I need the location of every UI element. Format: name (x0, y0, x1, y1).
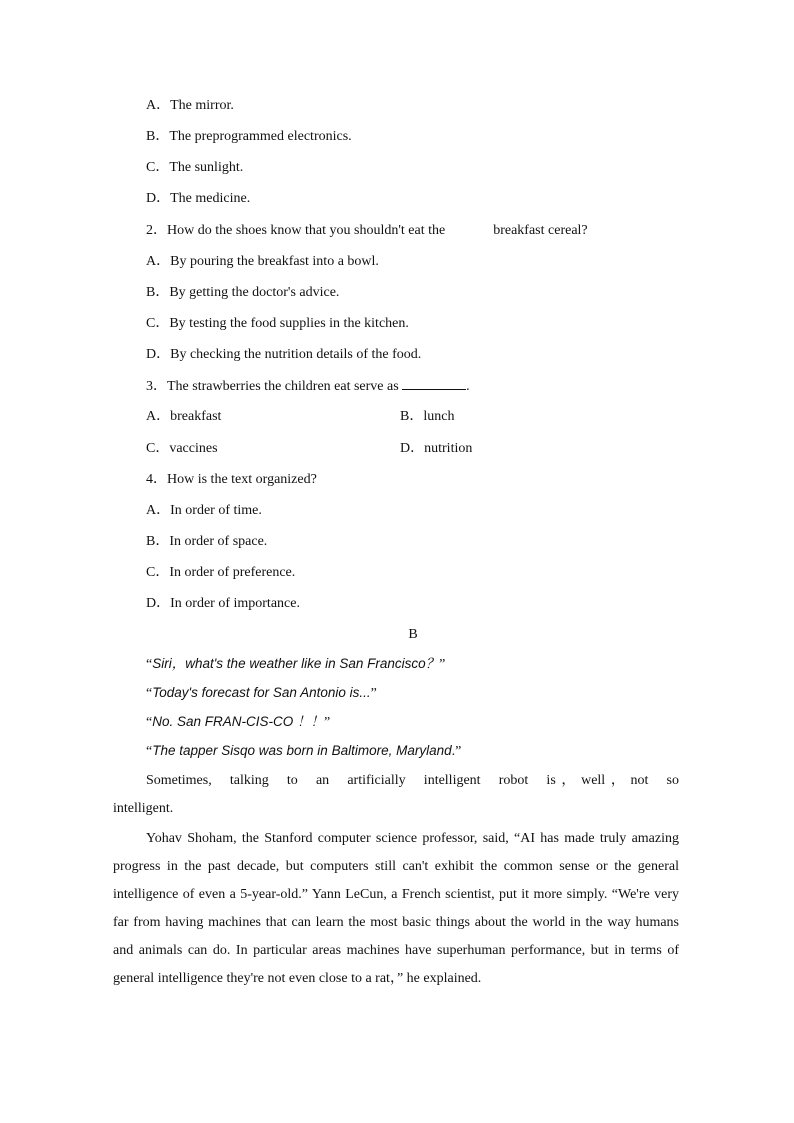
option-letter: A． (146, 409, 171, 424)
section-b-title: B (408, 627, 418, 642)
option-letter: A． (146, 254, 171, 269)
option-text: The mirror. (170, 98, 234, 113)
question-text: 4．How is the text organized? (146, 472, 317, 487)
option-text: The preprogrammed electronics. (169, 129, 352, 144)
option-letter: B． (146, 129, 170, 144)
option-text: By pouring the breakfast into a bowl. (170, 254, 379, 269)
quote-close: ” (324, 715, 331, 730)
option-letter: B． (400, 409, 424, 424)
q3-option-d (400, 440, 472, 458)
q3-option-b (400, 408, 454, 426)
q4-stem (146, 471, 317, 489)
quote-close: .” (451, 744, 462, 759)
paragraph-2: Yohav Shoham, the Stanford computer science professor, said, “AI has made truly amazing progress in the past decade, but computers still can't exhibit the common sense or the general intelligence of even a 5-year-old.” Yann LeCun, a French scientist, put it more simply. “We're very far from having machines that can learn the most basic things about the world in the way humans and animals can do. In particular areas machines have superhuman performance, but in terms of general intelligence they're not even close to a rat，” he explained. (113, 831, 679, 986)
option-text: breakfast (170, 409, 222, 424)
question-text-end: breakfast cereal? (493, 223, 588, 238)
q2-option-b (146, 284, 339, 302)
dialogue-text: Siri，what's the weather like in San Francisco？ (152, 656, 440, 671)
option-letter: D． (146, 347, 171, 362)
quote-open: “ (146, 744, 153, 759)
option-text: The medicine. (170, 191, 251, 206)
option-text: nutrition (424, 441, 473, 456)
option-letter: C． (146, 316, 170, 331)
quote-open: “ (146, 686, 153, 701)
option-letter: A． (146, 503, 171, 518)
q1-option-b (146, 128, 352, 146)
dialogue-line-3 (146, 713, 330, 732)
quote-open: “ (146, 715, 153, 730)
dialogue-text: The tapper Sisqo was born in Baltimore, Maryland (152, 743, 452, 758)
q2-option-c (146, 315, 409, 333)
option-letter: D． (400, 441, 425, 456)
option-letter: D． (146, 596, 171, 611)
q4-option-c (146, 564, 295, 582)
option-letter: B． (146, 285, 170, 300)
dialogue-line-1 (146, 655, 445, 674)
question-text: 2．How do the shoes know that you shouldn't eat the (146, 223, 446, 238)
quote-close: ” (370, 686, 377, 701)
option-letter: C． (146, 160, 170, 175)
q4-option-a (146, 502, 262, 520)
q4-option-b (146, 533, 267, 551)
option-text: lunch (423, 409, 455, 424)
dialogue-line-2 (146, 684, 377, 703)
q2-option-a (146, 253, 379, 271)
option-letter: B． (146, 534, 170, 549)
option-text: In order of preference. (169, 565, 296, 580)
q3-option-a (146, 408, 221, 426)
q2-option-d (146, 346, 421, 364)
quote-close: ” (439, 657, 446, 672)
option-text: vaccines (169, 441, 218, 456)
option-text: In order of importance. (170, 596, 300, 611)
dialogue-line-4 (146, 742, 461, 761)
q2-stem (146, 222, 588, 240)
q1-option-c (146, 159, 243, 177)
option-letter: D． (146, 191, 171, 206)
q3-option-c (146, 440, 218, 458)
option-text: In order of time. (170, 503, 262, 518)
option-text: In order of space. (169, 534, 268, 549)
option-letter: A． (146, 98, 171, 113)
paragraph-1: Sometimes, talking to an artificially intelligent robot is，well，not so intelligent. (113, 773, 679, 816)
option-text: By checking the nutrition details of the food. (170, 347, 422, 362)
option-letter: C． (146, 565, 170, 580)
answer-blank (402, 377, 466, 390)
option-text: By testing the food supplies in the kitchen. (169, 316, 409, 331)
option-letter: C． (146, 441, 170, 456)
q1-option-d (146, 190, 250, 208)
q4-option-d (146, 595, 300, 613)
option-text: The sunlight. (169, 160, 244, 175)
q1-option-a (146, 97, 234, 115)
dialogue-text: No. San FRAN-CIS-CO ！！ (152, 714, 324, 729)
question-text-end: . (466, 379, 470, 394)
question-text: 3．The strawberries the children eat serve as (146, 379, 399, 394)
q3-stem (146, 377, 470, 396)
quote-open: “ (146, 657, 153, 672)
dialogue-text: Today's forecast for San Antonio is... (152, 685, 371, 700)
option-text: By getting the doctor's advice. (169, 285, 340, 300)
